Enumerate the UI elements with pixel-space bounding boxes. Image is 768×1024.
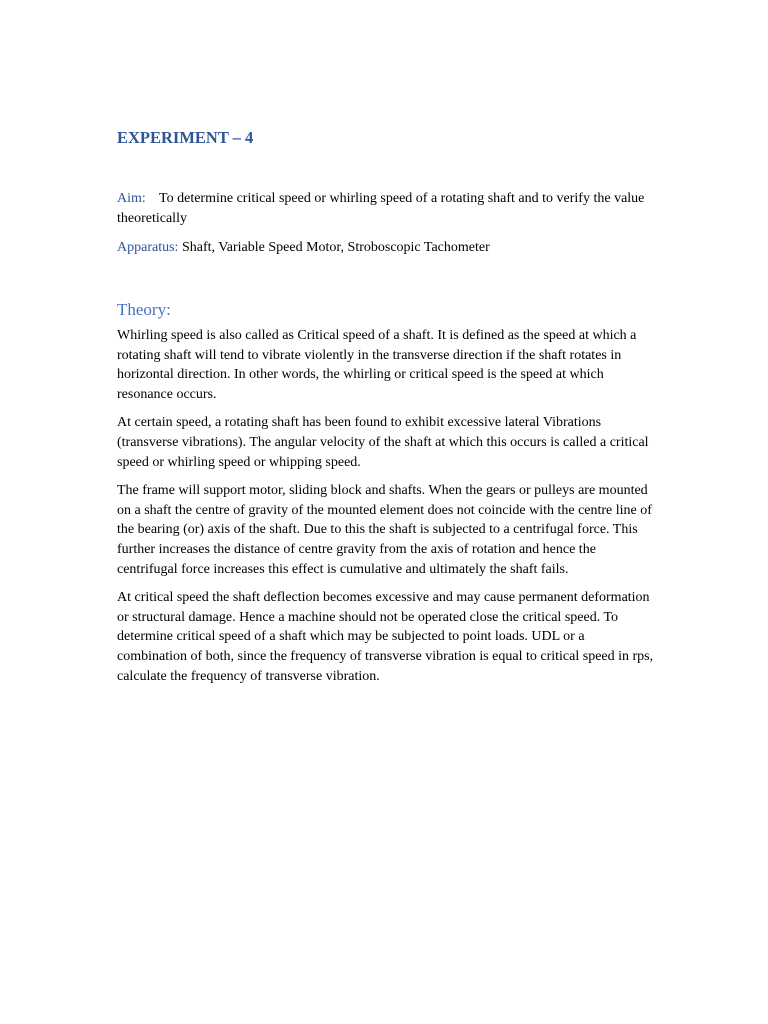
- aim-line: [117, 189, 655, 229]
- page-title: EXPERIMENT – 4: [117, 128, 254, 147]
- aim-label: Aim:: [117, 191, 146, 206]
- theory-paragraph-1: Whirling speed is also called as Critical speed of a shaft. It is defined as the speed at which a rotating shaft will tend to vibrate violently in the transverse direction if the shaft rotates in horizontal direction. In other words, the whirling or critical speed is the speed at which resonance occurs.: [117, 328, 637, 402]
- theory-body: [117, 326, 655, 695]
- theory-paragraph-2: At certain speed, a rotating shaft has been found to exhibit excessive lateral Vibrations (transverse vibrations). The angular velocity of the shaft at which this occurs is called a critical speed or whirling speed or whipping speed.: [117, 415, 649, 470]
- theory-heading: Theory:: [117, 300, 171, 319]
- theory-paragraph-3: The frame will support motor, sliding block and shafts. When the gears or pulleys are mounted on a shaft the centre of gravity of the mounted element does not coincide with the centre line of the bearing (or) axis of the shaft. Due to this the shaft is subjected to a centrifugal force. This further increases the distance of centre gravity from the axis of rotation and hence the centrifugal force increases this effect is cumulative and ultimately the shaft fails.: [117, 483, 652, 577]
- apparatus-line: [117, 238, 655, 258]
- apparatus-label: Apparatus:: [117, 240, 179, 255]
- theory-paragraph-4: At critical speed the shaft deflection becomes excessive and may cause permanent deformation or structural damage. Hence a machine should not be operated close the critical speed. To determine critical speed of a shaft which may be subjected to point loads. UDL or a combination of both, since the frequency of transverse vibration is equal to critical speed in rps, calculate the frequency of transverse vibration.: [117, 590, 654, 684]
- aim-text: To determine critical speed or whirling speed of a rotating shaft and to verify the value theoretically: [117, 191, 645, 226]
- apparatus-text: Shaft, Variable Speed Motor, Stroboscopic Tachometer: [181, 240, 490, 255]
